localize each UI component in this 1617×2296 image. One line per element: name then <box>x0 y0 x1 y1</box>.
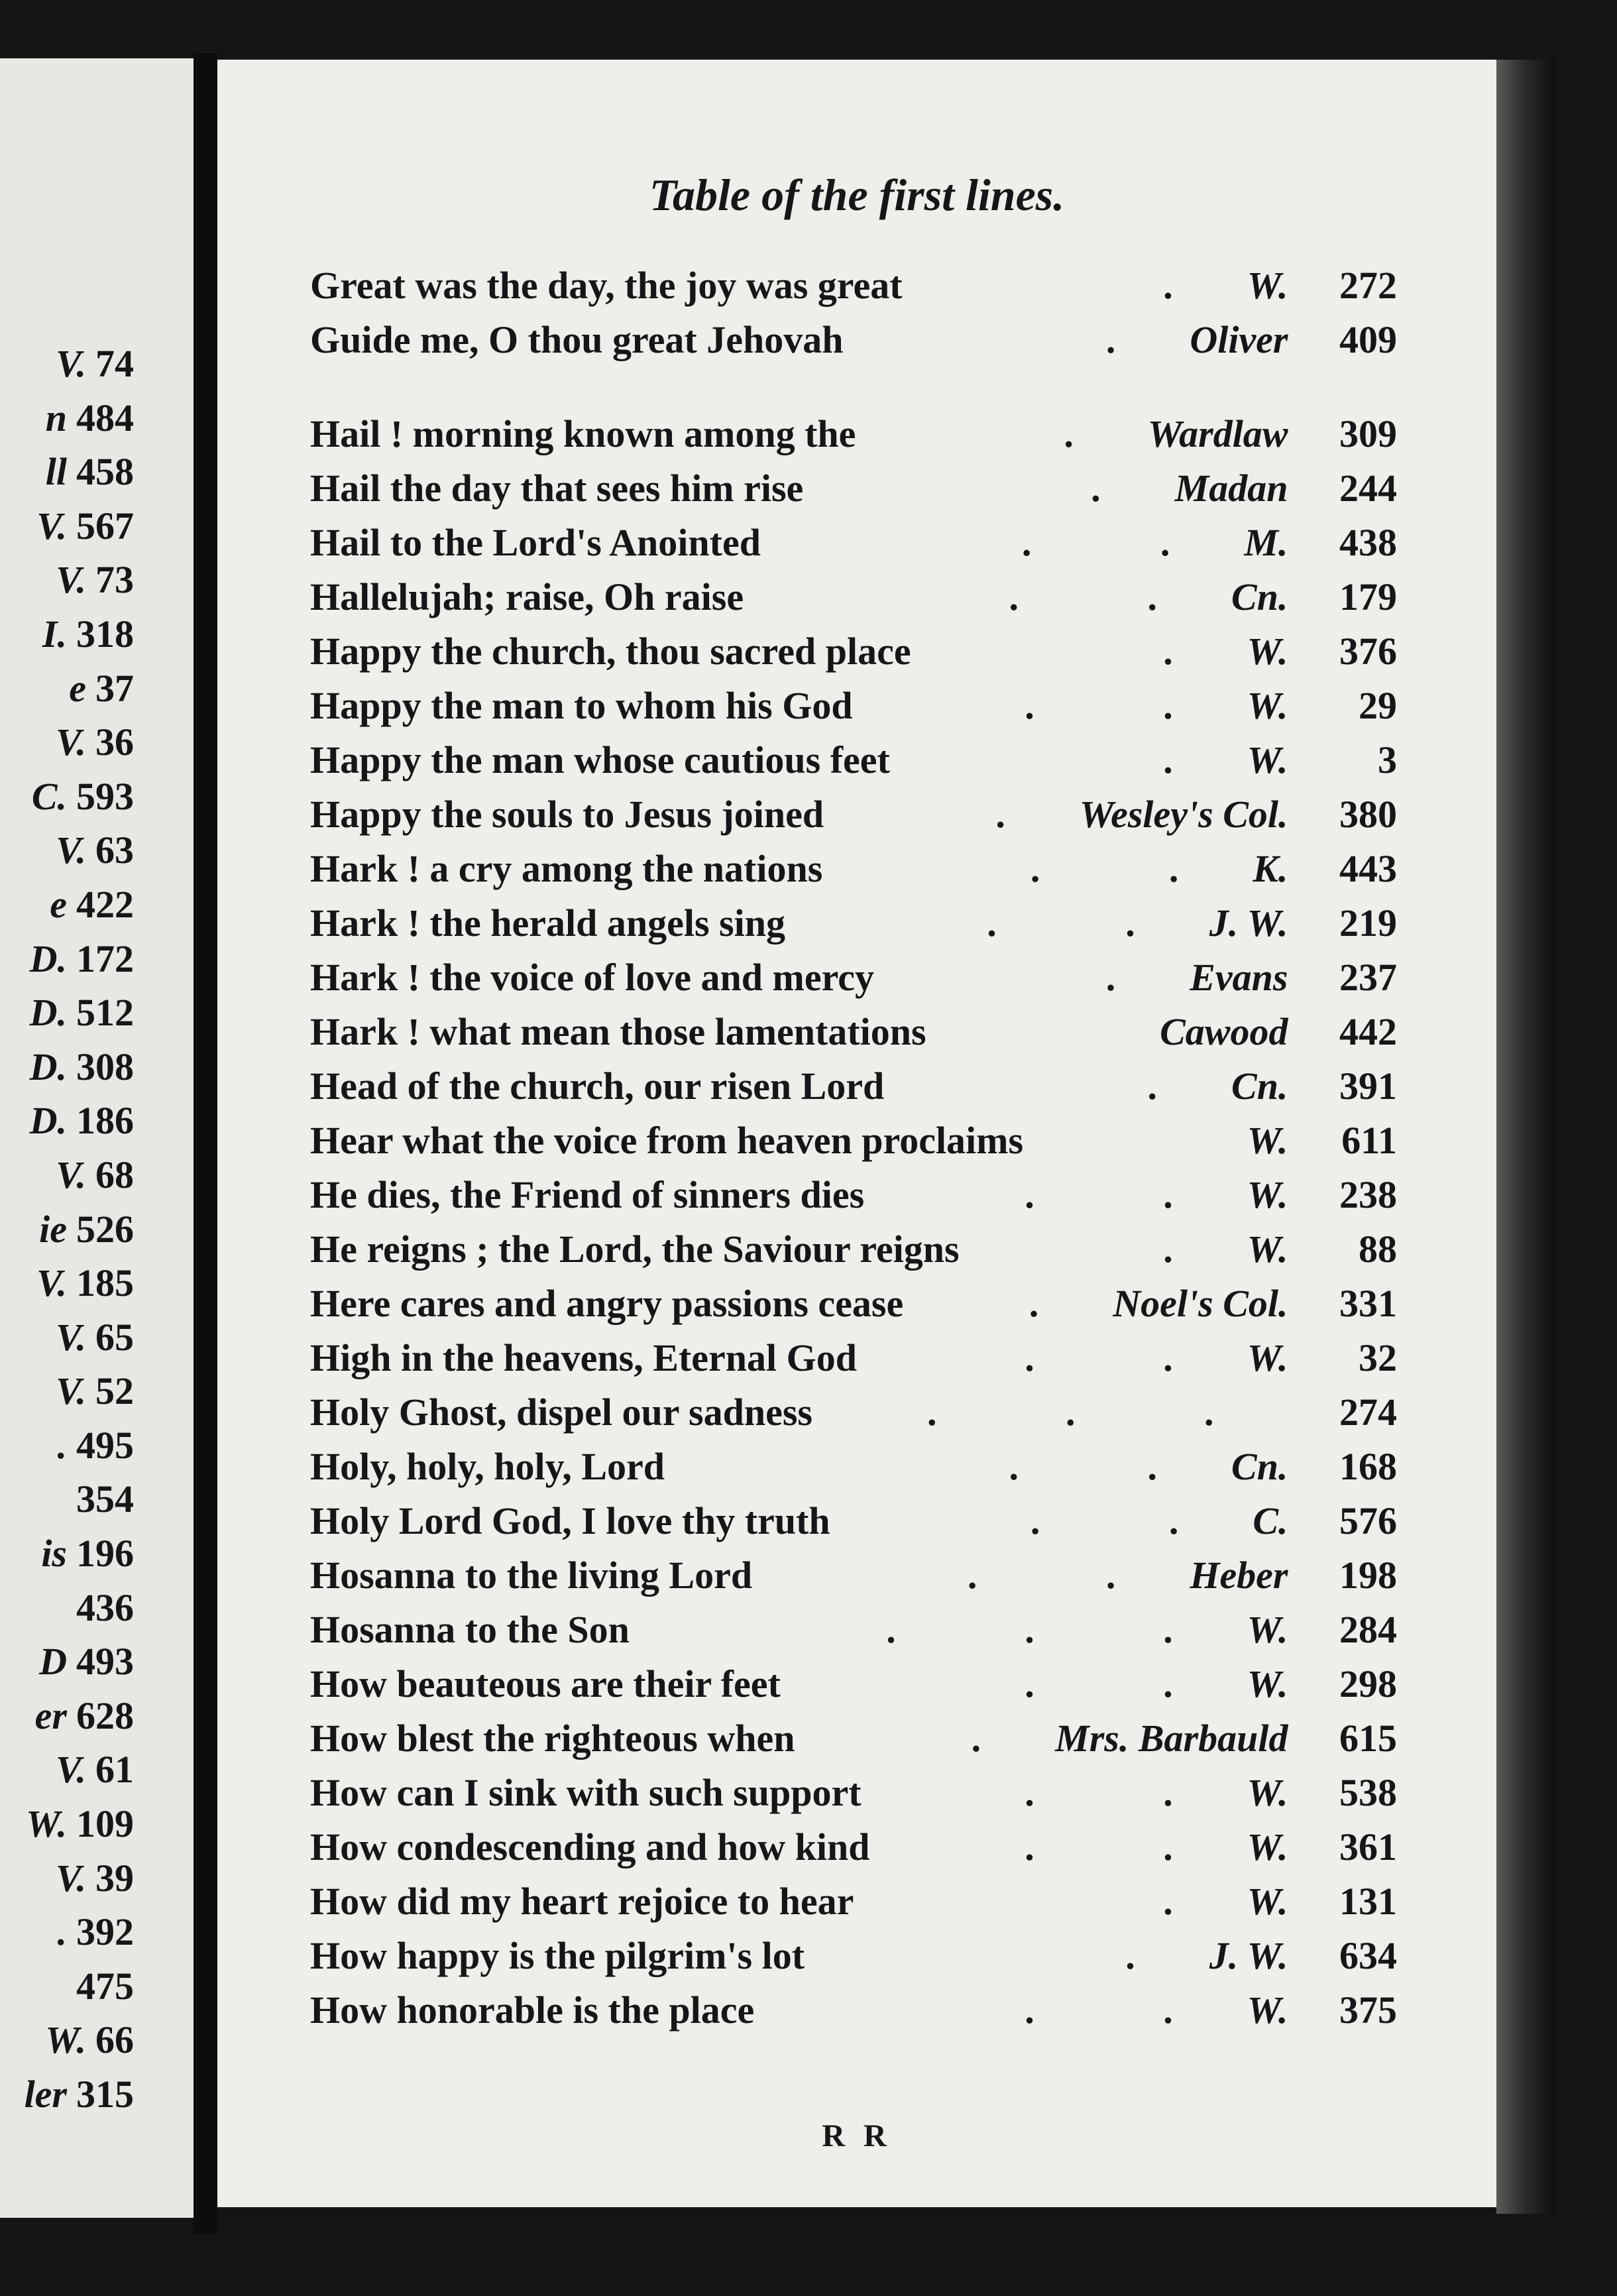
first-line-text: High in the heavens, Eternal God <box>310 1336 857 1379</box>
index-entry <box>310 1114 1397 1168</box>
facing-page-hymn-number: 66 <box>95 2018 134 2062</box>
facing-page-author-fragment: V. <box>56 558 86 602</box>
first-line-text: Here cares and angry passions cease <box>310 1282 904 1325</box>
first-line-text: He dies, the Friend of sinners dies <box>310 1173 865 1216</box>
first-line-text: Guide me, O thou great Jehovah <box>310 318 844 361</box>
first-line-text: How blest the righteous when <box>310 1717 795 1760</box>
hymn-number: 376 <box>1339 630 1397 673</box>
leader-dots: . <box>1147 1064 1217 1108</box>
facing-page-author-fragment: D <box>39 1640 67 1684</box>
facing-page-row <box>0 499 134 553</box>
leader-dots: . <box>1125 1934 1195 1977</box>
facing-page-row <box>0 1905 134 1959</box>
facing-page-hymn-number: 458 <box>76 450 134 494</box>
author-name: M. <box>1244 521 1288 564</box>
facing-page-hymn-number: 436 <box>76 1585 134 1629</box>
author-name: Evans <box>1190 956 1288 999</box>
hymn-number: 179 <box>1339 575 1397 618</box>
author-name: J. W. <box>1209 901 1288 945</box>
facing-page-row <box>0 1256 134 1310</box>
author-name: Madan <box>1174 467 1288 510</box>
index-entry <box>310 1277 1397 1331</box>
author-name: W. <box>1247 1988 1288 2032</box>
index-entry <box>310 1168 1397 1222</box>
first-line-text: Happy the man to whom his God <box>310 684 853 727</box>
facing-page-row <box>0 1581 134 1635</box>
page-title: Table of the first lines. <box>649 170 1065 220</box>
first-line-text: Hark ! a cry among the nations <box>310 847 823 890</box>
facing-page-row <box>0 1364 134 1418</box>
first-line-text: Hosanna to the Son <box>310 1608 630 1651</box>
leader-dots: . . <box>1025 1662 1233 1705</box>
author-name: Mrs. Barbauld <box>1055 1717 1288 1760</box>
facing-page-row <box>0 715 134 770</box>
first-line-text: Hail ! morning known among the <box>310 412 856 455</box>
page-edge <box>1496 60 1556 2214</box>
leader-dots: . <box>1091 467 1160 510</box>
facing-page-row <box>0 986 134 1040</box>
first-line-text: Great was the day, the joy was great <box>310 264 903 307</box>
first-line-text: Happy the souls to Jesus joined <box>310 793 824 836</box>
facing-page-hymn-number: 512 <box>76 991 134 1035</box>
facing-page-row <box>0 1148 134 1202</box>
leader-dots: . . <box>1025 684 1233 727</box>
hymn-number: 29 <box>1359 684 1397 727</box>
index-entry <box>310 679 1397 733</box>
hymn-number: 443 <box>1339 847 1397 890</box>
letter-group-gap <box>310 367 1397 407</box>
leader-dots: . . <box>1025 1825 1233 1868</box>
hymn-number: 198 <box>1339 1554 1397 1597</box>
facing-page-hymn-number: 185 <box>76 1261 134 1305</box>
first-line-text: Hark ! the herald angels sing <box>310 901 785 945</box>
facing-page-author-fragment: D. <box>29 1099 67 1143</box>
author-name: W. <box>1247 1771 1288 1814</box>
facing-page-author-fragment: V. <box>56 829 86 872</box>
author-name: W. <box>1247 264 1288 307</box>
hymn-number: 611 <box>1341 1119 1397 1162</box>
leader-dots: . <box>1163 1228 1233 1271</box>
facing-page-list <box>0 337 134 2122</box>
hymn-number: 634 <box>1339 1934 1397 1977</box>
hymn-number: 538 <box>1339 1771 1397 1814</box>
author-name: W. <box>1247 1336 1288 1379</box>
first-line-text: Hark ! the voice of love and mercy <box>310 956 875 999</box>
leader-dots: . . <box>1025 1173 1233 1216</box>
facing-page-author-fragment: V. <box>56 342 86 385</box>
facing-page-hymn-number: 593 <box>76 774 134 818</box>
facing-page-author-fragment: er <box>34 1693 67 1737</box>
first-line-text: Hail to the Lord's Anointed <box>310 521 761 564</box>
index-entry <box>310 407 1397 461</box>
hymn-number: 284 <box>1339 1608 1397 1651</box>
facing-page-hymn-number: 392 <box>76 1910 134 1954</box>
leader-dots: . . <box>1025 1988 1233 2032</box>
facing-page-row <box>0 1743 134 1797</box>
leader-dots: . . <box>1025 1336 1233 1379</box>
author-name: W. <box>1247 738 1288 781</box>
facing-page-row <box>0 1635 134 1689</box>
author-name: W. <box>1247 1662 1288 1705</box>
facing-page-hymn-number: 37 <box>95 666 134 710</box>
hymn-number: 391 <box>1339 1064 1397 1108</box>
leader-dots: . <box>1029 1282 1099 1325</box>
hymn-number: 237 <box>1339 956 1397 999</box>
facing-page-row <box>0 932 134 986</box>
index-entry <box>310 1222 1397 1277</box>
leader-dots: . . . <box>927 1391 1274 1434</box>
facing-page-author-fragment: e <box>69 666 86 710</box>
facing-page-author-fragment: W. <box>26 1802 67 1846</box>
facing-page-hymn-number: 475 <box>76 1964 134 2008</box>
first-line-text: Happy the man whose cautious feet <box>310 738 890 781</box>
hymn-number: 298 <box>1339 1662 1397 1705</box>
facing-page-hymn-number: 628 <box>76 1693 134 1737</box>
facing-page-row <box>0 661 134 716</box>
first-line-text: Happy the church, thou sacred place <box>310 630 911 673</box>
facing-page-hymn-number: 484 <box>76 396 134 439</box>
facing-page-author-fragment: V. <box>36 504 67 547</box>
leader-dots: . . <box>1009 1445 1217 1488</box>
index-entry <box>310 1603 1397 1657</box>
facing-page-hymn-number: 39 <box>95 1856 134 1900</box>
facing-page-hymn-number: 422 <box>76 882 134 926</box>
facing-page-row <box>0 391 134 445</box>
index-entry <box>310 733 1397 787</box>
leader-dots: . . <box>1030 1499 1239 1542</box>
hymn-number: 409 <box>1339 318 1397 361</box>
author-name: Wardlaw <box>1147 412 1288 455</box>
facing-page-row <box>0 823 134 878</box>
first-line-text: How can I sink with such support <box>310 1771 862 1814</box>
author-name: Oliver <box>1190 318 1288 361</box>
facing-page-row <box>0 1202 134 1257</box>
hymn-number: 32 <box>1359 1336 1397 1379</box>
facing-page-author-fragment: W. <box>45 2018 86 2062</box>
facing-page-row <box>0 1040 134 1094</box>
facing-page-hymn-number: 318 <box>76 612 134 656</box>
index-entry <box>310 1820 1397 1874</box>
facing-page-author-fragment: ler <box>24 2073 67 2116</box>
facing-page-hymn-number: 186 <box>76 1099 134 1143</box>
book-gutter <box>194 53 217 2234</box>
facing-page-author-fragment: . <box>57 1423 67 1467</box>
author-name: Cn. <box>1231 1445 1288 1488</box>
first-line-text: Hail the day that sees him rise <box>310 467 804 510</box>
facing-page-row <box>0 878 134 932</box>
facing-page-row <box>0 607 134 661</box>
facing-page-hymn-number: 63 <box>95 829 134 872</box>
author-name: W. <box>1247 1228 1288 1271</box>
leader-dots: . <box>1163 1880 1233 1923</box>
facing-page-hymn-number: 567 <box>76 504 134 547</box>
author-name: Wesley's Col. <box>1079 793 1288 836</box>
leader-dots: . . . <box>886 1608 1233 1651</box>
first-line-text: How condescending and how kind <box>310 1825 870 1868</box>
facing-page-row <box>0 2013 134 2067</box>
index-entry <box>310 624 1397 679</box>
hymn-number: 331 <box>1339 1282 1397 1325</box>
facing-page-author-fragment: is <box>41 1532 67 1576</box>
index-entry <box>310 1983 1397 2038</box>
facing-page-hymn-number: 61 <box>95 1748 134 1792</box>
facing-page-author-fragment: D. <box>29 991 67 1035</box>
index-entry <box>310 461 1397 516</box>
facing-page-hymn-number: 73 <box>95 558 134 602</box>
first-line-text: Hosanna to the living Lord <box>310 1554 753 1597</box>
index-entry <box>310 1440 1397 1494</box>
hymn-number: 274 <box>1339 1391 1397 1434</box>
hymn-number: 88 <box>1359 1228 1397 1271</box>
index-entry <box>310 1385 1397 1440</box>
leader-dots: . . <box>1030 847 1239 890</box>
author-name: C. <box>1253 1499 1288 1542</box>
first-line-text: Head of the church, our risen Lord <box>310 1064 885 1108</box>
facing-page-author-fragment: V. <box>56 1153 86 1196</box>
leader-dots: . <box>1163 264 1233 307</box>
hymn-number: 361 <box>1339 1825 1397 1868</box>
leader-dots: . . <box>1021 521 1230 564</box>
index-entry <box>310 787 1397 842</box>
index-entry <box>310 258 1397 313</box>
first-line-text: How did my heart rejoice to hear <box>310 1880 854 1923</box>
facing-page-row <box>0 553 134 607</box>
index-entry <box>310 1766 1397 1820</box>
hymn-number: 309 <box>1339 412 1397 455</box>
author-name: Noel's Col. <box>1113 1282 1288 1325</box>
facing-page-row <box>0 1689 134 1743</box>
leader-dots: . . <box>967 1554 1176 1597</box>
hymn-number: 3 <box>1378 738 1397 781</box>
facing-page-hymn-number: 526 <box>76 1207 134 1251</box>
facing-page-author-fragment: V. <box>56 1369 86 1413</box>
author-name: W. <box>1247 1608 1288 1651</box>
leader-dots: . . <box>1009 575 1217 618</box>
facing-page-row <box>0 1472 134 1526</box>
hymn-number: 244 <box>1339 467 1397 510</box>
index-entry <box>310 1657 1397 1711</box>
facing-page-row <box>0 1797 134 1851</box>
hymn-number: 615 <box>1339 1717 1397 1760</box>
facing-page-hymn-number: 52 <box>95 1369 134 1413</box>
facing-page-author-fragment: C. <box>31 774 67 818</box>
first-line-text: Hark ! what mean those lamentations <box>310 1010 926 1053</box>
facing-page-author-fragment: . <box>57 1910 67 1954</box>
author-name: K. <box>1253 847 1288 890</box>
hymn-number: 576 <box>1339 1499 1397 1542</box>
index-entry <box>310 1059 1397 1114</box>
first-line-text: How happy is the pilgrim's lot <box>310 1934 805 1977</box>
facing-page-author-fragment: I. <box>42 612 67 656</box>
page-signature: R R <box>822 2118 892 2153</box>
hymn-number: 380 <box>1339 793 1397 836</box>
leader-dots: . <box>1064 412 1133 455</box>
index-entry <box>310 1331 1397 1385</box>
index-entry <box>310 1494 1397 1548</box>
author-name: Heber <box>1190 1554 1288 1597</box>
hymn-number: 375 <box>1339 1988 1397 2032</box>
facing-page-row <box>0 770 134 824</box>
index-entry <box>310 313 1397 367</box>
leader-dots: . <box>971 1717 1041 1760</box>
author-name: W. <box>1247 684 1288 727</box>
facing-page-author-fragment: n <box>45 396 67 439</box>
author-name: J. W. <box>1209 1934 1288 1977</box>
author-name: W. <box>1247 630 1288 673</box>
index-entry <box>310 842 1397 896</box>
index-entry <box>310 570 1397 624</box>
index-page <box>217 60 1496 2207</box>
index-entry <box>310 1929 1397 1983</box>
facing-page-row <box>0 1310 134 1365</box>
hymn-number: 442 <box>1339 1010 1397 1053</box>
hymn-number: 168 <box>1339 1445 1397 1488</box>
leader-dots: . <box>1163 738 1233 781</box>
facing-page-author-fragment: e <box>50 882 67 926</box>
author-name: W. <box>1247 1825 1288 1868</box>
facing-page-row <box>0 1418 134 1473</box>
index-entry <box>310 1711 1397 1766</box>
hymn-number: 238 <box>1339 1173 1397 1216</box>
facing-page-author-fragment: D. <box>29 937 67 980</box>
facing-page-author-fragment: V. <box>56 1748 86 1792</box>
author-name: Cn. <box>1231 575 1288 618</box>
facing-page-row <box>0 1959 134 2014</box>
author-name: Cn. <box>1231 1064 1288 1108</box>
facing-page-author-fragment: V. <box>36 1261 67 1305</box>
facing-page-hymn-number: 196 <box>76 1532 134 1576</box>
author-name: W. <box>1247 1880 1288 1923</box>
first-line-text: Hear what the voice from heaven proclaims <box>310 1119 1024 1162</box>
facing-page-author-fragment: ll <box>45 450 67 494</box>
index-entry <box>310 1874 1397 1929</box>
facing-page-hymn-number: 172 <box>76 937 134 980</box>
index-entry <box>310 516 1397 570</box>
author-name: W. <box>1247 1173 1288 1216</box>
leader-dots: . <box>1105 956 1176 999</box>
facing-page-hymn-number: 36 <box>95 720 134 764</box>
first-line-text: How honorable is the place <box>310 1988 755 2032</box>
index-entry <box>310 950 1397 1005</box>
leader-dots: . <box>1105 318 1176 361</box>
facing-page-hymn-number: 495 <box>76 1423 134 1467</box>
index-entry <box>310 1548 1397 1603</box>
author-name: Cawood <box>1160 1010 1288 1053</box>
facing-page-author-fragment: V. <box>56 1315 86 1359</box>
facing-page-hymn-number: 74 <box>95 342 134 385</box>
first-line-text: He reigns ; the Lord, the Saviour reigns <box>310 1228 960 1271</box>
leader-dots: . . <box>1025 1771 1233 1814</box>
first-line-text: Holy Ghost, dispel our sadness <box>310 1391 812 1434</box>
hymn-number: 438 <box>1339 521 1397 564</box>
index-entry <box>310 1005 1397 1059</box>
facing-page-hymn-number: 109 <box>76 1802 134 1846</box>
facing-page-hymn-number: 308 <box>76 1045 134 1088</box>
first-lines-table <box>310 258 1397 2038</box>
first-line-text: Holy, holy, holy, Lord <box>310 1445 665 1488</box>
first-line-text: Holy Lord God, I love thy truth <box>310 1499 830 1542</box>
hymn-number: 272 <box>1339 264 1397 307</box>
facing-page-hymn-number: 493 <box>76 1640 134 1684</box>
facing-page-row <box>0 337 134 391</box>
leader-dots: . <box>995 793 1065 836</box>
facing-page-author-fragment: V. <box>56 720 86 764</box>
facing-page-author-fragment: D. <box>29 1045 67 1088</box>
facing-page-hymn-number: 65 <box>95 1315 134 1359</box>
facing-page-author-fragment: ie <box>39 1207 67 1251</box>
leader-dots: . . <box>987 901 1195 945</box>
facing-page-author-fragment: V. <box>56 1856 86 1900</box>
hymn-number: 219 <box>1339 901 1397 945</box>
facing-page-hymn-number: 354 <box>76 1477 134 1521</box>
facing-page-row <box>0 2067 134 2122</box>
facing-page-row <box>0 1094 134 1148</box>
facing-page-hymn-number: 68 <box>95 1153 134 1196</box>
hymn-number: 131 <box>1339 1880 1397 1923</box>
facing-page-row <box>0 1526 134 1581</box>
facing-page-hymn-number: 315 <box>76 2073 134 2116</box>
index-entry <box>310 896 1397 950</box>
facing-page-row <box>0 445 134 499</box>
leader-dots: . <box>1163 630 1233 673</box>
author-name: W. <box>1247 1119 1288 1162</box>
facing-page-row <box>0 1851 134 1906</box>
first-line-text: How beauteous are their feet <box>310 1662 781 1705</box>
first-line-text: Hallelujah; raise, Oh raise <box>310 575 744 618</box>
facing-page-fragment <box>0 58 194 2218</box>
